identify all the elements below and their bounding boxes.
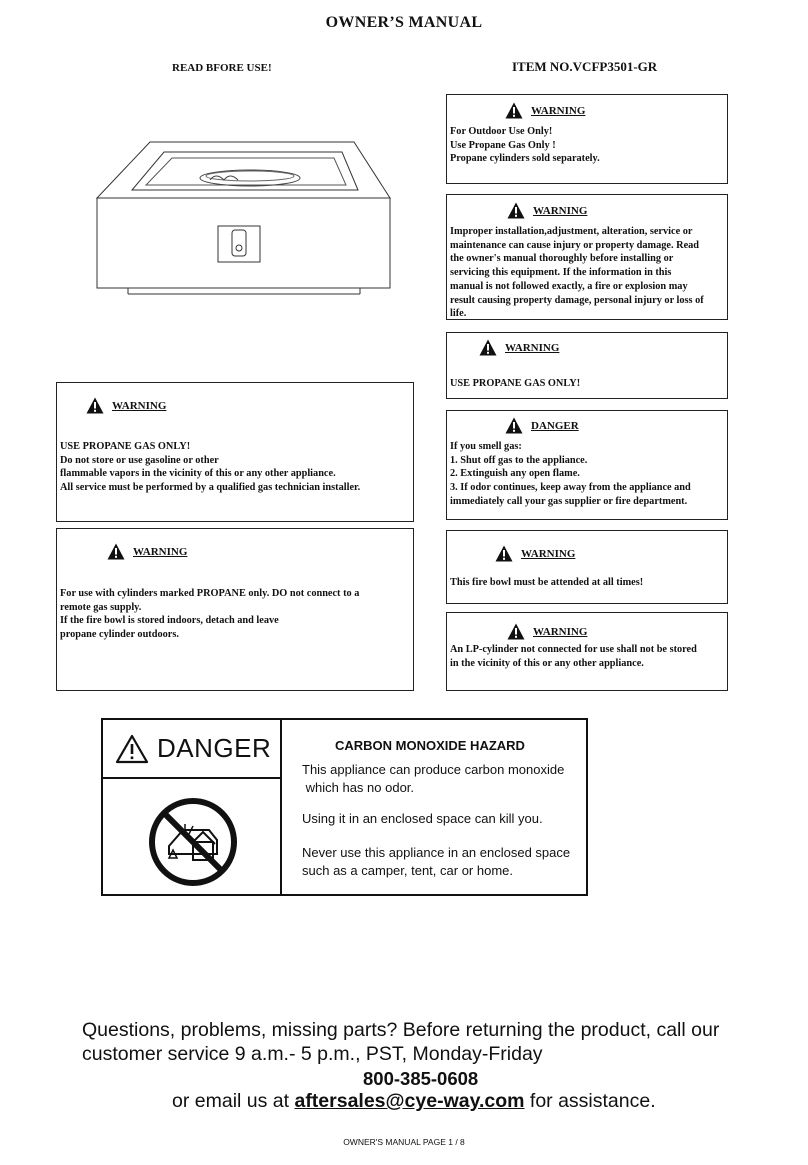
danger-smell-gas [446, 410, 728, 520]
warning-installation [446, 194, 728, 320]
warning-triangle-icon [507, 202, 525, 219]
no-enclosed-space-icon [147, 796, 239, 888]
page-footer: OWNER'S MANUAL PAGE 1 / 8 [343, 1137, 465, 1147]
danger-label: DANGER [531, 419, 579, 432]
warning-line: Propane cylinders sold separately. [450, 153, 600, 165]
warning-line: life. [450, 308, 467, 320]
warning-cylinders-propane [56, 528, 414, 691]
warning-line: in the vicinity of this or any other appliance. [450, 657, 644, 669]
read-before-note: READ BFORE USE! [172, 62, 272, 74]
warning-line: immediately call your gas supplier or fire department. [450, 495, 688, 507]
warning-line: flammable vapors in the vicinity of this or any other appliance. [60, 468, 336, 480]
warning-line: 2. Extinguish any open flame. [450, 468, 580, 480]
warning-line: Use Propane Gas Only ! [450, 139, 556, 151]
warning-line: For use with cylinders marked PROPANE only. DO not connect to a [60, 588, 360, 599]
warning-propane-only-left [56, 382, 414, 522]
warning-triangle-icon [107, 543, 125, 560]
warning-line: Do not store or use gasoline or other [60, 454, 219, 466]
warning-label: WARNING [531, 104, 586, 117]
warning-line: An LP-cylinder not connected for use shall not be stored [450, 644, 697, 655]
co-text-line: This appliance can produce carbon monoxide [302, 762, 565, 777]
warning-triangle-icon [505, 417, 523, 434]
phone-number: 800-385-0608 [363, 1068, 479, 1089]
service-line: Questions, problems, missing parts? Before returning the product, call our [82, 1019, 720, 1041]
warning-line: If you smell gas: [450, 441, 522, 452]
carbon-monoxide-danger-panel [101, 718, 588, 896]
warning-triangle-icon [507, 623, 525, 640]
co-hazard-heading: CARBON MONOXIDE HAZARD [335, 738, 525, 753]
danger-triangle-icon [115, 734, 149, 764]
warning-line: For Outdoor Use Only! [450, 126, 553, 137]
warning-outdoor-use [446, 94, 728, 184]
email-line [172, 1090, 656, 1113]
warning-triangle-icon [479, 339, 497, 356]
warning-lp-cylinder-storage [446, 612, 728, 691]
warning-label: WARNING [533, 204, 588, 217]
warning-line: 3. If odor continues, keep away from the appliance and [450, 482, 691, 494]
warning-line: Improper installation,adjustment, alteration, service or [450, 226, 693, 237]
warning-triangle-icon [86, 397, 104, 414]
warning-line: maintenance can cause injury or property damage. Read [450, 239, 700, 251]
warning-line: USE PROPANE GAS ONLY! [60, 441, 191, 452]
service-line: customer service 9 a.m.- 5 p.m., PST, Monday-Friday [82, 1043, 543, 1065]
warning-line: propane cylinder outdoors. [60, 629, 179, 641]
page-title: OWNER’S MANUAL [325, 14, 483, 31]
warning-line: This fire bowl must be attended at all times! [450, 577, 644, 588]
fire-table-illustration [92, 140, 397, 300]
co-text-line: such as a camper, tent, car or home. [302, 863, 513, 878]
warning-attended [446, 530, 728, 604]
item-number: ITEM NO.VCFP3501-GR [512, 59, 658, 74]
warning-label: WARNING [133, 545, 188, 558]
warning-line: servicing this equipment. If the information in this [450, 267, 672, 279]
warning-triangle-icon [505, 102, 523, 119]
co-text-line: which has no odor. [302, 780, 415, 795]
warning-triangle-icon [495, 545, 513, 562]
warning-line: the owner's manual thoroughly before installing or [450, 253, 674, 265]
warning-label: WARNING [112, 399, 167, 412]
email-suffix: for assistance. [524, 1090, 656, 1112]
warning-line: 1. Shut off gas to the appliance. [450, 454, 588, 466]
warning-line: result causing property damage, personal injury or loss of [450, 294, 704, 306]
email-prefix: or email us at [172, 1090, 295, 1112]
email-link[interactable]: aftersales@cye-way.com [294, 1090, 525, 1112]
warning-propane-only-right [446, 332, 728, 399]
warning-label: WARNING [521, 547, 576, 560]
co-text-line: Never use this appliance in an enclosed space [302, 845, 571, 860]
warning-line: manual is not followed exactly, a fire or explosion may [450, 280, 688, 292]
warning-line: USE PROPANE GAS ONLY! [450, 378, 581, 389]
warning-line: All service must be performed by a qualified gas technician installer. [60, 482, 361, 494]
danger-word: DANGER [157, 733, 272, 763]
warning-line: remote gas supply. [60, 601, 142, 613]
warning-label: WARNING [533, 625, 588, 638]
warning-label: WARNING [505, 341, 560, 354]
warning-line: If the fire bowl is stored indoors, detach and leave [60, 615, 279, 627]
customer-service-note [82, 1018, 782, 1066]
co-text-line: Using it in an enclosed space can kill you. [302, 811, 543, 826]
